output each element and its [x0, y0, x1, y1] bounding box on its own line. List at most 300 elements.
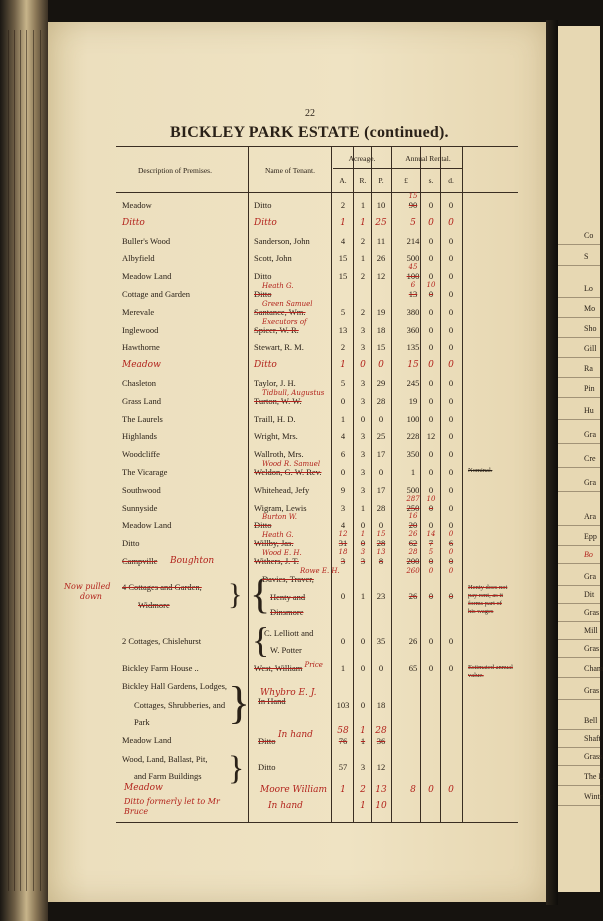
facing-page-rule: [558, 357, 600, 358]
campville-extra-d: 0: [448, 567, 454, 575]
row-p: 28: [376, 396, 386, 406]
row-description: Meadow: [122, 360, 161, 370]
bickley-hall-tenant: Whybro E. J. In Hand: [258, 688, 317, 706]
facing-page-fragment: Gras: [584, 686, 600, 695]
row-tenant-new: Wood R. Samuel: [262, 460, 321, 468]
row-l: 228: [406, 431, 420, 441]
row-description: Cottage and Garden: [122, 289, 190, 299]
row-tenant: Ditto: [254, 200, 272, 210]
row-p-new: 15: [376, 530, 386, 538]
row-s: 0: [428, 271, 434, 281]
row-a: 6: [340, 449, 346, 459]
facing-page-rule: [558, 525, 600, 526]
row-l: 350: [406, 449, 420, 459]
col-rule-p: [371, 146, 372, 822]
meadow-land-2-desc: Meadow Land: [122, 735, 172, 745]
row-l-new: 15: [408, 192, 418, 200]
row-p: 0: [378, 467, 384, 477]
row-a: 2: [340, 342, 346, 352]
facing-page-rule: [558, 657, 600, 658]
row-tenant: Traill, H. D.: [254, 414, 296, 424]
wood-land-tenant: Ditto: [258, 762, 276, 772]
bickley-hall-desc-2: Cottages, Shrubberies, and: [134, 700, 226, 710]
row-l: 360: [406, 325, 420, 335]
row-tenant-new: Green Samuel: [262, 300, 313, 308]
header-acreage-a: A.: [339, 176, 347, 185]
row-d: 0: [448, 200, 454, 210]
facing-page-rule: [558, 677, 600, 678]
meadow-land-2-a: 76: [338, 736, 348, 746]
col-rule-notes: [462, 146, 463, 822]
row-s-new: 10: [426, 495, 436, 503]
row-l-new: 28: [408, 548, 418, 556]
facing-page-fragment: The L: [584, 772, 603, 781]
chislehurst-p: 35: [376, 636, 386, 646]
widmore-p: 23: [376, 591, 386, 601]
facing-page-rule: [558, 491, 600, 492]
row-r: 3: [360, 431, 366, 441]
row-description: Inglewood: [122, 325, 159, 335]
facing-page-fragment: Cre: [584, 454, 596, 463]
row-p: 8: [378, 556, 384, 566]
row-l-new: 16: [408, 512, 418, 520]
row-p: 28: [376, 503, 386, 513]
row-description: Sunnyside: [122, 503, 158, 513]
facing-page-fragment: Bo: [584, 550, 593, 559]
wood-land-brace: }: [228, 750, 245, 787]
row-tenant: Scott, John: [254, 253, 292, 263]
row-p: 26: [376, 253, 386, 263]
row-p-new: 13: [376, 548, 386, 556]
row-description: Buller's Wood: [122, 236, 171, 246]
row-p: 18: [376, 325, 386, 335]
wood-land-p: 12: [376, 762, 386, 772]
row-l: 245: [406, 378, 420, 388]
facing-page-fragment: Grass: [584, 752, 603, 761]
hand-row-1-d: 0: [448, 785, 454, 795]
hand-row-1-desc: Meadow: [124, 783, 163, 793]
facing-page-rule: [558, 419, 600, 420]
chislehurst-s: 0: [428, 636, 434, 646]
page-title: BICKLEY PARK ESTATE (continued).: [170, 124, 449, 141]
bickley-farm-tenant: West, William $^{Price}$: [254, 661, 323, 673]
facing-page-rule: [558, 317, 600, 318]
row-tenant-new: Executors of: [262, 318, 307, 326]
row-l: 500: [406, 485, 420, 495]
row-s: 0: [428, 307, 434, 317]
row-d: 0: [448, 485, 454, 495]
facing-page-fragment: Hu: [584, 406, 594, 415]
bickley-farm-d: 0: [448, 663, 454, 673]
row-d: 0: [448, 556, 454, 566]
row-tenant-new: Heath G.: [262, 282, 294, 290]
widmore-r: 1: [360, 591, 366, 601]
row-r: 2: [360, 271, 366, 281]
row-a: 4: [340, 431, 346, 441]
row-tenant: Taylor, J. H.: [254, 378, 296, 388]
hand-row-2-tenant: In hand: [268, 801, 303, 811]
row-description: Albyfield: [122, 253, 155, 263]
facing-page-fragment: Ra: [584, 364, 593, 373]
row-r: 2: [360, 307, 366, 317]
row-d: 0: [448, 520, 454, 530]
row-p: 15: [376, 342, 386, 352]
hand-row-1-p: 13: [375, 785, 387, 795]
row-r: 1: [360, 218, 366, 228]
facing-page-rule: [558, 747, 600, 748]
facing-page-fragment: Gill: [584, 344, 597, 353]
row-d: 6: [448, 538, 454, 548]
bickley-farm-p: 0: [378, 663, 384, 673]
margin-note-pulled-down: Now pulled down: [64, 582, 111, 601]
row-p: 0: [378, 520, 384, 530]
row-d: 0: [448, 360, 454, 370]
facing-page-rule: [558, 805, 600, 806]
row-s: 0: [428, 378, 434, 388]
row-tenant: Weldon, G. W. Rev.: [254, 467, 322, 477]
row-tenant: Withers, J. T.: [254, 556, 299, 566]
row-r: 1: [360, 503, 366, 513]
header-description: Description of Premises.: [138, 166, 212, 175]
row-p: 17: [376, 485, 386, 495]
row-s: 0: [428, 485, 434, 495]
facing-page-fragment: Shaft: [584, 734, 601, 743]
col-rule-s: [420, 146, 421, 822]
facing-page-rule: [558, 621, 600, 622]
book-spine: [0, 0, 48, 921]
campville-extra-l: 260: [406, 567, 420, 575]
facing-page-fragment: Sho: [584, 324, 597, 333]
meadow-land-2-r: 1: [360, 736, 366, 746]
hand-row-1-l: 8: [410, 785, 416, 795]
widmore-desc-1: 4 Cottages and Garden,: [122, 582, 202, 592]
widmore-tenant-1: Davies, Traver,: [262, 574, 314, 584]
row-tenant: Turton, W. W.: [254, 396, 302, 406]
row-s: 0: [428, 503, 434, 513]
bickley-hall-p: 18: [376, 700, 386, 710]
hand-row-2-p: 10: [375, 801, 387, 811]
row-s: 0: [428, 218, 434, 228]
facing-page-rule: [558, 699, 600, 700]
row-description: Woodcliffe: [122, 449, 160, 459]
facing-page-fragment: Pin: [584, 384, 595, 393]
facing-page-fragment: Gras: [584, 644, 600, 653]
hand-row-1-tenant: Moore William: [260, 785, 328, 795]
row-a: 3: [340, 556, 346, 566]
row-r: 1: [360, 253, 366, 263]
facing-page-fragment: Gra: [584, 572, 596, 581]
row-description: Grass Land: [122, 396, 161, 406]
row-a: 1: [340, 218, 346, 228]
row-s-new: 5: [428, 548, 434, 556]
row-l: 250: [406, 503, 420, 513]
row-tenant: Spicer, W. R.: [254, 325, 299, 335]
facing-page-fragment: Dit: [584, 590, 595, 599]
row-r: 2: [360, 236, 366, 246]
row-l-new: 26: [408, 530, 418, 538]
campville-extra-s: 0: [428, 567, 434, 575]
header-rental-shillings: s.: [428, 176, 434, 185]
chislehurst-desc: 2 Cottages, Chislehurst: [122, 636, 202, 646]
facing-page-rule: [558, 765, 600, 766]
facing-page-rule: [558, 729, 600, 730]
facing-page-rule: [558, 297, 600, 298]
facing-page-rule: [558, 563, 600, 564]
chislehurst-tenant-2: W. Potter: [270, 645, 302, 655]
facing-page-fragment: Mill: [584, 626, 598, 635]
facing-page-fragment: Epp: [584, 532, 597, 541]
row-tenant: Stewart, R. M.: [254, 342, 304, 352]
bickley-farm-r: 0: [360, 663, 366, 673]
facing-page-rule: [558, 545, 600, 546]
header-top-rule: [116, 146, 518, 147]
facing-page-fragment: S: [584, 252, 589, 261]
widmore-tenant-brace-left: {: [250, 572, 271, 618]
bickley-farm-a: 1: [340, 663, 346, 673]
widmore-tenant-3: Dinsmore: [270, 607, 304, 617]
row-p: 28: [376, 538, 386, 548]
row-a: 13: [338, 325, 348, 335]
facing-page-rule: [558, 585, 600, 586]
page-number: 22: [305, 108, 315, 119]
table-bottom-rule: [116, 822, 518, 823]
row-d: 0: [448, 271, 454, 281]
row-a: 5: [340, 378, 346, 388]
row-description: Ditto: [122, 538, 140, 548]
row-a: 0: [340, 396, 346, 406]
row-a: 31: [338, 538, 348, 548]
wood-land-desc-1: Wood, Land, Ballast, Pit,: [122, 754, 208, 764]
row-d-new: 0: [448, 548, 454, 556]
row-s-new: 14: [426, 530, 436, 538]
wood-land-r: 3: [360, 762, 366, 772]
row-d: 0: [448, 467, 454, 477]
row-description: Merevale: [122, 307, 155, 317]
row-r: 0: [360, 538, 366, 548]
wood-land-desc-2: and Farm Buildings: [134, 771, 202, 781]
row-l: 62: [408, 538, 418, 548]
row-d: 0: [448, 236, 454, 246]
widmore-l: 26: [408, 591, 418, 601]
widmore-brace: }: [228, 578, 243, 611]
meadow-land-2-tenant: In hand Ditto: [258, 730, 313, 746]
row-description: Ditto: [122, 218, 145, 228]
row-tenant: Ditto: [254, 520, 272, 530]
row-d: 0: [448, 325, 454, 335]
row-description: Meadow Land: [122, 271, 172, 281]
row-p: 11: [376, 236, 386, 246]
bickley-hall-r: 0: [360, 700, 366, 710]
row-s: 0: [428, 360, 434, 370]
row-l: 90: [408, 200, 418, 210]
row-l: 20: [408, 520, 418, 530]
row-d: 0: [448, 289, 454, 299]
widmore-desc-2: Widmore: [138, 600, 170, 610]
row-d: 0: [448, 449, 454, 459]
page-gutter: [546, 20, 558, 905]
row-r: 3: [360, 556, 366, 566]
campville-extra-tenant: Rowe E. H.: [300, 567, 340, 575]
row-s-new: 10: [426, 281, 436, 289]
row-tenant: Wright, Mrs.: [254, 431, 298, 441]
widmore-d: 0: [448, 591, 454, 601]
facing-page-rule: [558, 443, 600, 444]
row-l: 19: [408, 396, 418, 406]
row-p: 0: [378, 360, 384, 370]
bickley-farm-desc: Bickley Farm House ..: [122, 663, 199, 673]
row-l: 5: [410, 218, 416, 228]
bickley-hall-desc-3: Park: [134, 717, 150, 727]
chislehurst-d: 0: [448, 636, 454, 646]
facing-page-fragment: Lo: [584, 284, 593, 293]
row-r-new: 3: [360, 548, 366, 556]
meadow-land-2-p-new: 28: [375, 726, 387, 736]
row-a: 15: [338, 271, 348, 281]
row-s: 12: [426, 431, 436, 441]
bickley-farm-l: 65: [408, 663, 418, 673]
facing-page-rule: [558, 603, 600, 604]
row-s: 0: [428, 253, 434, 263]
row-a: 5: [340, 307, 346, 317]
facing-page-fragment: Bell: [584, 716, 598, 725]
row-l: 100: [406, 414, 420, 424]
row-description: The Vicarage: [122, 467, 168, 477]
row-r: 1: [360, 200, 366, 210]
row-a: 4: [340, 520, 346, 530]
row-tenant: Wallroth, Mrs.: [254, 449, 304, 459]
facing-page-rule: [558, 377, 600, 378]
row-d: 0: [448, 342, 454, 352]
row-l: 100: [406, 271, 420, 281]
facing-page-rule: [558, 785, 600, 786]
row-description: Meadow Land: [122, 520, 172, 530]
row-a: 1: [340, 360, 346, 370]
row-d: 0: [448, 218, 454, 228]
facing-page-rule: [558, 467, 600, 468]
col-rule-a: [331, 146, 332, 822]
row-s: 0: [428, 289, 434, 299]
row-a: 15: [338, 253, 348, 263]
col-rule-r: [353, 146, 354, 822]
row-p: 12: [376, 271, 386, 281]
bickley-hall-brace: }: [228, 677, 251, 728]
row-a: 3: [340, 503, 346, 513]
row-d: 0: [448, 503, 454, 513]
row-d: 0: [448, 253, 454, 263]
row-d-new: 0: [448, 530, 454, 538]
row-tenant: Ditto: [254, 218, 277, 228]
chislehurst-a: 0: [340, 636, 346, 646]
col-rule-d: [440, 146, 441, 822]
row-a: 2: [340, 200, 346, 210]
widmore-tenant-2: Henty and: [270, 592, 306, 602]
hand-row-1-a: 1: [340, 785, 346, 795]
header-acreage-p: P.: [378, 176, 384, 185]
facing-page-fragment: Gras: [584, 608, 600, 617]
row-l: 15: [407, 360, 419, 370]
row-note: Nominal.: [468, 467, 493, 474]
row-tenant: Sanderson, John: [254, 236, 310, 246]
row-description: The Laurels: [122, 414, 163, 424]
row-p: 17: [376, 449, 386, 459]
row-d: 0: [448, 307, 454, 317]
row-l: 1: [410, 467, 416, 477]
facing-page-fragment: Gra: [584, 478, 596, 487]
row-l: 500: [406, 253, 420, 263]
widmore-a: 0: [340, 591, 346, 601]
row-l: 13: [408, 289, 418, 299]
facing-page-fragment: Ara: [584, 512, 596, 521]
row-r: 3: [360, 485, 366, 495]
row-tenant: Santance, Wm.: [254, 307, 306, 317]
row-s: 0: [428, 556, 434, 566]
row-l-new: 45: [408, 263, 418, 271]
row-l: 200: [406, 556, 420, 566]
widmore-s: 0: [428, 591, 434, 601]
row-r: 0: [360, 520, 366, 530]
row-p: 10: [376, 200, 386, 210]
row-d: 0: [448, 396, 454, 406]
row-r: 0: [360, 360, 366, 370]
row-a: 1: [340, 414, 346, 424]
header-tenant: Name of Tenant.: [265, 166, 315, 175]
row-s: 0: [428, 200, 434, 210]
chislehurst-brace: {: [252, 620, 270, 660]
header-bottom-rule: [116, 192, 518, 193]
facing-page: [558, 26, 603, 892]
facing-page-rule: [558, 639, 600, 640]
facing-page-rule: [558, 265, 600, 266]
row-a: 4: [340, 236, 346, 246]
facing-page-fragment: Gra: [584, 430, 596, 439]
wood-land-a: 57: [338, 762, 348, 772]
row-d: 0: [448, 378, 454, 388]
facing-page-rule: [558, 397, 600, 398]
row-description: Meadow: [122, 200, 152, 210]
row-a: 0: [340, 467, 346, 477]
col-rule-rental: [391, 146, 392, 822]
row-tenant: Ditto: [254, 271, 272, 281]
row-tenant: Ditto: [254, 360, 277, 370]
row-p: 29: [376, 378, 386, 388]
row-r: 3: [360, 449, 366, 459]
row-description: Chasleton: [122, 378, 156, 388]
hand-row-1-r: 2: [360, 785, 366, 795]
widmore-note: Henty does not pay rent, as it forms part of his wages: [468, 584, 508, 615]
header-acreage: Acreage.: [348, 154, 376, 163]
facing-page-rule: [558, 337, 600, 338]
hand-row-1-s: 0: [428, 785, 434, 795]
header-rental: Annual Rental.: [405, 154, 451, 163]
row-s: 0: [428, 449, 434, 459]
row-tenant-new: Wood E. H.: [262, 549, 302, 557]
row-p: 0: [378, 414, 384, 424]
row-r: 3: [360, 467, 366, 477]
row-description: Highlands: [122, 431, 157, 441]
facing-page-fragment: Wintr: [584, 792, 603, 801]
row-a: 9: [340, 485, 346, 495]
meadow-land-2-a-new: 58: [337, 726, 349, 736]
row-s: 0: [428, 236, 434, 246]
row-tenant: Whitehead, Jefy: [254, 485, 310, 495]
row-r: 3: [360, 378, 366, 388]
row-description-new: Boughton: [170, 556, 215, 566]
row-description: Hawthorne: [122, 342, 160, 352]
bickley-farm-s: 0: [428, 663, 434, 673]
row-tenant-new: Tidbull, Augustus: [262, 389, 325, 397]
bickley-hall-desc-1: Bickley Hall Gardens, Lodges,: [122, 681, 228, 691]
header-rental-pounds: £: [404, 176, 408, 185]
